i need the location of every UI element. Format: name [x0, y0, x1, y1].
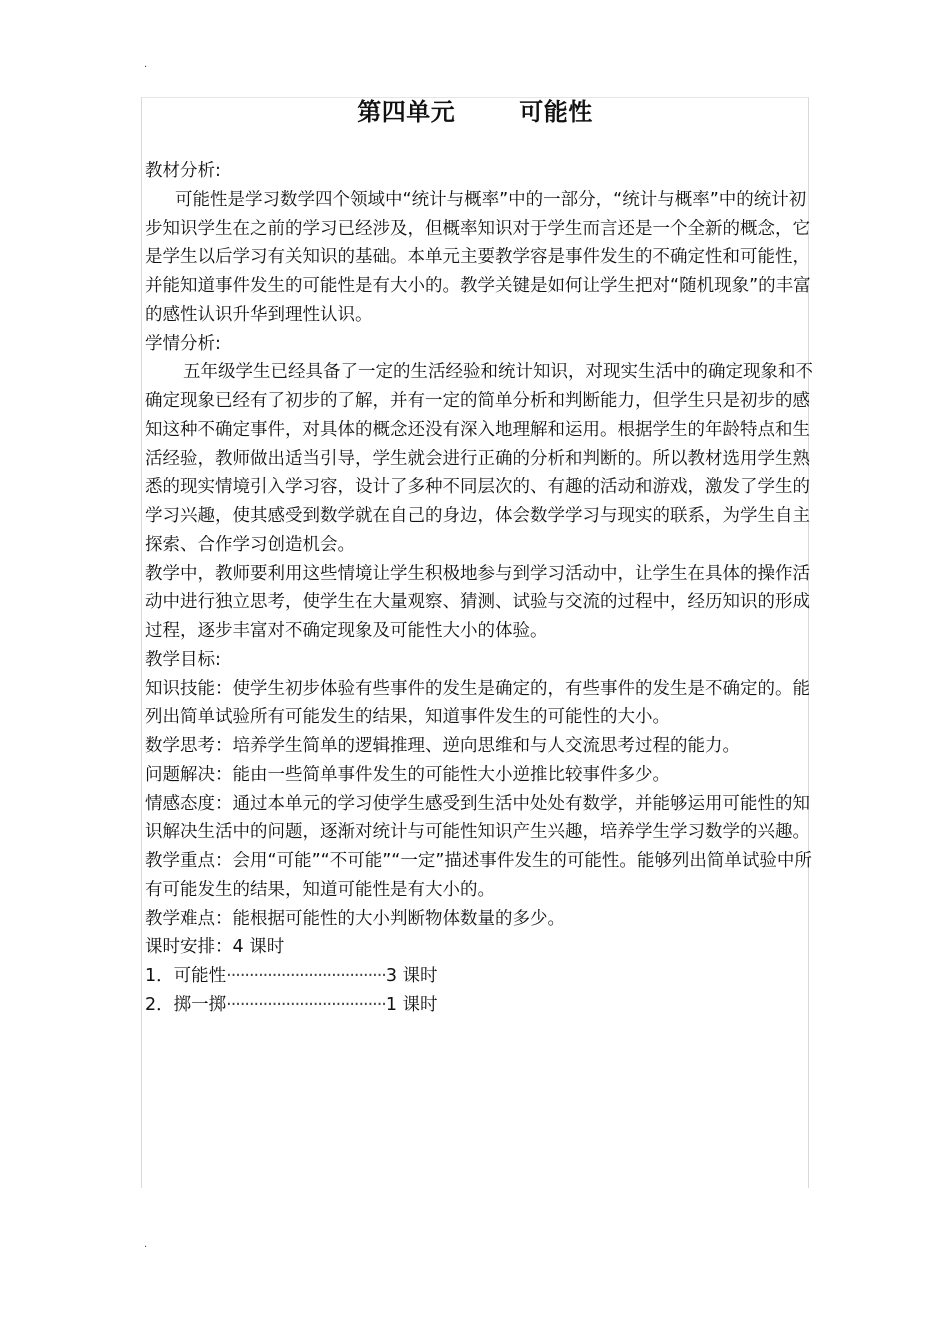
teaching-approach-text: 教学中，教师要利用这些情境让学生积极地参与到学习活动中，让学生在具体的操作活动中进行独立思考，使学生在大量观察、猜测、试验与交流的过程中，经历知识的形成过程，逐步丰富对不确定现象及可能性大小的体验。 — [145, 563, 810, 641]
objective-attitude: 情感态度：通过本单元的学习使学生感受到生活中处处有数学，并能够运用可能性的知识解决生活中的问题，逐渐对统计与可能性知识产生兴趣，培养学生学习数学的兴趣。 — [145, 793, 810, 843]
schedule-item-hours: 1 课时 — [385, 994, 438, 1015]
schedule-heading: 课时安排：4 课时 — [145, 937, 285, 958]
title-unit: 第四单元 — [357, 98, 456, 126]
objectives-heading: 教学目标: — [145, 649, 221, 670]
schedule-item-leader: ··································· — [226, 994, 386, 1015]
schedule-item-label: 2．掷一掷 — [145, 994, 227, 1015]
schedule-item-hours: 3 课时 — [385, 966, 438, 986]
document-body — [145, 157, 813, 1020]
key-point: 教学重点：会用“可能”“不可能”“一定”描述事件发生的可能性。能够列出简单试验中所有可能发生的结果，知道可能性是有大小的。 — [145, 851, 812, 900]
schedule-item — [145, 962, 813, 991]
material-analysis-heading: 教材分析: — [145, 161, 221, 181]
schedule-item — [145, 991, 813, 1020]
material-analysis-text: 可能性是学习数学四个领域中“统计与概率”中的一部分，“统计与概率”中的统计初步知识学生在之前的学习已经涉及，但概率知识对于学生而言还是一个全新的概念，它是学生以后学习有关知识的基础。本单元主要教学容是事件发生的不确定性和可能性，并能知道事件发生的可能性是有大小的。教学关键是如何让学生把对“随机现象”的丰富的感性认识升华到理性认识。 — [145, 189, 811, 325]
corner-mark-top: . — [144, 59, 148, 70]
objective-knowledge: 知识技能：使学生初步体验有些事件的发生是确定的，有些事件的发生是不确定的。能列出简单试验所有可能发生的结果，知道事件发生的可能性的大小。 — [145, 678, 810, 728]
title-topic: 可能性 — [519, 98, 593, 126]
difficulty-point: 教学难点：能根据可能性的大小判断物体数量的多少。 — [145, 908, 565, 929]
schedule-item-label: 1．可能性 — [145, 966, 227, 986]
objective-problem-solving: 问题解决：能由一些简单事件发生的可能性大小逆推比较事件多少。 — [145, 764, 670, 785]
corner-mark-bottom: . — [144, 1239, 148, 1250]
student-analysis-heading: 学情分析: — [145, 333, 221, 354]
page-title — [141, 96, 809, 128]
schedule-item-leader: ··································· — [226, 966, 386, 986]
student-analysis-text: 五年级学生已经具备了一定的生活经验和统计知识，对现实生活中的确定现象和不确定现象已经有了初步的了解，并有一定的简单分析和判断能力，但学生只是初步的感知这种不确定事件，对具体的概念还没有深入地理解和运用。根据学生的年龄特点和生活经验，教师做出适当引导，学生就会进行正确的分析和判断的。所以教材选用学生熟悉的现实情境引入学习容，设计了多种不同层次的、有趣的活动和游戏，激发了学生的学习兴趣，使其感受到数学就在自己的身边，体会数学学习与现实的联系，为学生自主探索、合作学习创造机会。 — [145, 362, 813, 555]
objective-thinking: 数学思考：培养学生简单的逻辑推理、逆向思维和与人交流思考过程的能力。 — [145, 736, 740, 756]
